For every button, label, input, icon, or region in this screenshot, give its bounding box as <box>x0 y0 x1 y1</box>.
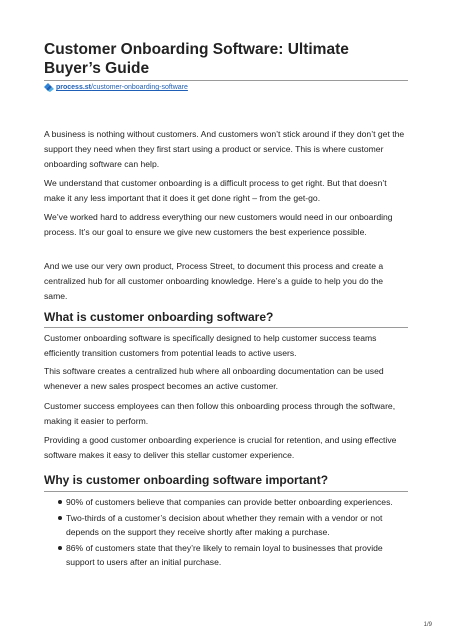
page-title: Customer Onboarding Software: Ultimate Buyer’s Guide <box>44 41 349 77</box>
section-divider <box>44 327 408 328</box>
list-item: Two-thirds of a customer’s decision about whether they remain with a vendor or not depends on the support they receive shortly after making a purchase. <box>44 511 408 539</box>
section-heading-what: What is customer onboarding software? <box>44 310 274 324</box>
source-path[interactable]: /customer-onboarding-software <box>91 84 188 91</box>
stats-list <box>44 495 408 571</box>
intro-paragraph: A business is nothing without customers. And customers won’t stick around if they don’t get the support they need when they first start using a product or service. This is where customer onboarding software can help. <box>44 129 405 169</box>
section-paragraph: Customer success employees can then follow this onboarding process through the software, making it easier to perform. <box>44 401 396 426</box>
list-item: 90% of customers believe that companies can provide better onboarding experiences. <box>44 495 408 509</box>
page-number: 1/9 <box>423 622 432 628</box>
intro-paragraph: We’ve worked hard to address everything our new customers would need in our onboarding process. It’s our goal to ensure we give new customers the best experience possible. <box>44 212 393 237</box>
section-paragraph: Customer onboarding software is specifically designed to help customer success teams efficiently transition customers from potential leads to active users. <box>44 333 377 358</box>
section-paragraph: This software creates a centralized hub where all onboarding documentation can be used whenever a new sales prospect becomes an active customer. <box>44 366 384 391</box>
title-divider <box>44 80 408 81</box>
process-street-logo-icon <box>44 83 54 92</box>
section-divider <box>44 491 408 492</box>
source-domain[interactable]: process.st <box>56 84 92 91</box>
section-heading-why: Why is customer onboarding software important? <box>44 473 329 487</box>
source-link[interactable] <box>44 83 188 92</box>
list-item: 86% of customers state that they’re likely to remain loyal to businesses that provide support to users after an initial purchase. <box>44 541 408 569</box>
intro-paragraph: We understand that customer onboarding is a difficult process to get right. But that doesn’t make it any less important that it does it get done right – from the get-go. <box>44 178 387 203</box>
intro-paragraph: And we use our very own product, Process Street, to document this process and create a centralized hub for all customer onboarding knowledge. Here’s a guide to help you do the same. <box>44 261 384 301</box>
section-paragraph: Providing a good customer onboarding experience is crucial for retention, and using effective software makes it easy to deliver this stellar customer experience. <box>44 435 397 460</box>
